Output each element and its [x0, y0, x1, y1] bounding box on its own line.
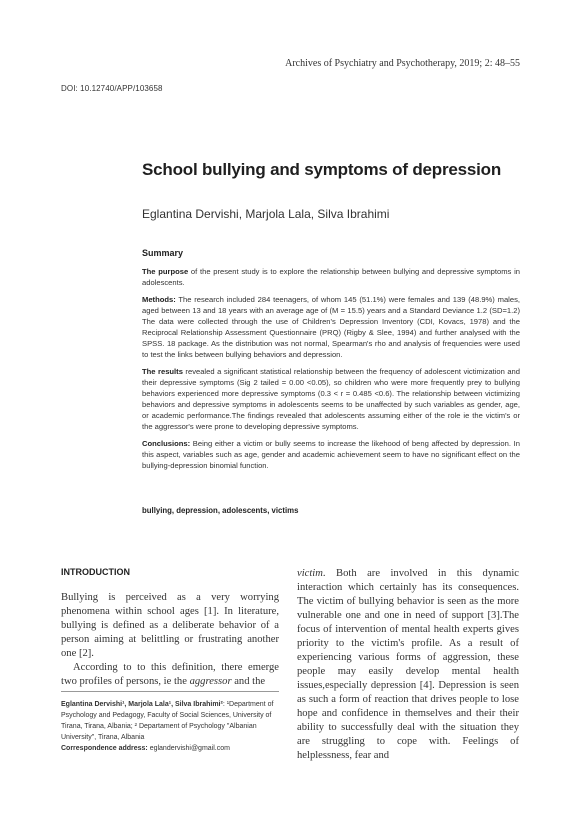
abstract — [142, 266, 520, 477]
body-column-right — [297, 567, 519, 763]
abstract-results — [142, 366, 520, 432]
right-p1-text: . Both are involved in this dynamic interaction which certainly has its consequences. The victim of bullying behavior is seen as the more vulnerable one and one in need of support [3].The focus of intervention of mental health experts gives priority to the victim's profile. As a result of experiencing various forms of aggression, these people may easily develop mental health issues,especially depression [4]. Depression is seen as such a form of reaction that drives people to lose hope and confidence in themselves and their their ability to successfully deal with the situation they are struggling to cope with. Feelings of helplessness, fear and — [297, 568, 519, 761]
journal-reference: Archives of Psychiatry and Psychotherapy, 2019; 2: 48–55 — [285, 58, 520, 69]
purpose-text: of the present study is to explore the relationship between bullying and depressive symptoms in adolescents. — [142, 267, 520, 287]
results-label: The results — [142, 367, 183, 376]
intro-p2-start: According to to this definition, there emerge two profiles of persons, ie the — [61, 662, 279, 687]
footnote-authors: Eglantina Dervishi¹, Marjola Lala¹, Silva Ibrahimi² — [61, 701, 223, 708]
author-list: Eglantina Dervishi, Marjola Lala, Silva Ibrahimi — [142, 207, 390, 221]
footnote-affiliations — [61, 699, 279, 743]
doi[interactable]: DOI: 10.12740/APP/103658 — [61, 84, 163, 93]
correspondence-email[interactable]: eglandervishi@gmail.com — [147, 745, 230, 752]
introduction-heading: INTRODUCTION — [61, 567, 130, 577]
keywords: bullying, depression, adolescents, victims — [142, 506, 299, 515]
footnote-affil-text: : ¹Department of Psychology and Pedagogy, Faculty of Social Sciences, University of Tirana, Tirana, Albania; ² Departament of Psychology "Albanian University", Tirana, Albania — [61, 701, 274, 741]
methods-label: Methods: — [142, 295, 176, 304]
intro-paragraph-2 — [61, 661, 279, 689]
abstract-purpose — [142, 266, 520, 288]
results-text: revealed a significant statistical relationship between the frequency of adolescent victimization and their depressive symptoms (Sig 2 tailed = 0.00 <0.05), so children who were more frequently prey to bullying behaviors experienced more depressive symptoms (0.3 < r = 0.485 <0.6). The relationship between victimizing behaviors and depressive symptoms in adolescents seems to be unaffected by such variables as gender, age, or academic performance.The findings revealed that adolescents assuming either of the role ie the victim's or the aggressor's were prone to developing depressive symptoms. — [142, 367, 520, 431]
body-column-left — [61, 567, 279, 689]
conclusions-label: Conclusions: — [142, 439, 191, 448]
abstract-methods — [142, 294, 520, 360]
footnote-correspondence — [61, 743, 279, 754]
conclusions-text: Being either a victim or bully seems to increase the likehood of beng affected by depression. In this aspect, variables such as age, gender and academic achievement seem to have no significant effect on the bullying-depression binomial function. — [142, 439, 520, 470]
victim-term: victim — [297, 568, 323, 579]
intro-p2-end: and the — [231, 676, 266, 687]
article-title: School bullying and symptoms of depression — [142, 160, 502, 179]
methods-text: The research included 284 teenagers, of whom 145 (51.1%) were females and 139 (48.9%) males, aged between 13 and 18 years with an average age of (M = 15.5) years and a Standard Deviance 1.2 (SD=1.2) The data were collected through the use of Children's Depression Inventory (CDI, Kovacs, 1978) and the Reciprocal Relationship Assessment Questionnaire (PRQ) (Rigby & Slee, 1994) and further analysed with the SPSS. 18 package. As the distribution was not normal, Spearman's rho and analysis of frequencies were used to test the links between bullying behaviors and depression. — [142, 295, 520, 359]
purpose-label: The purpose — [142, 267, 189, 276]
right-paragraph-1 — [297, 567, 519, 763]
abstract-conclusions — [142, 438, 520, 471]
footnote-divider — [61, 691, 279, 692]
summary-heading: Summary — [142, 248, 184, 258]
aggressor-term: aggressor — [189, 676, 232, 687]
correspondence-label: Correspondence address: — [61, 745, 148, 752]
intro-paragraph-1: Bullying is perceived as a very worrying phenomena within school ages [1]. In literature, bullying is defined as a deliberate behavior of a person aiming at belittling or frustrating another one [2]. — [61, 592, 279, 659]
author-footnote — [61, 699, 279, 754]
